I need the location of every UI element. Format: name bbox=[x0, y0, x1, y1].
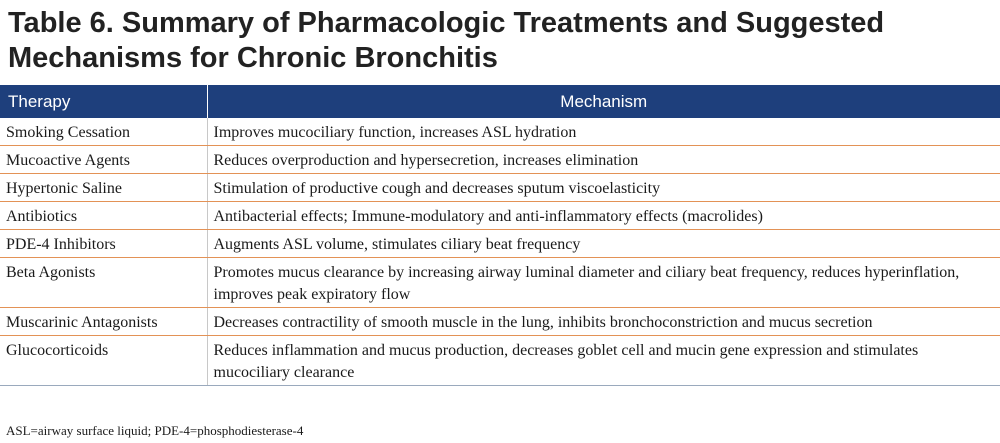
mechanism-cell: Augments ASL volume, stimulates ciliary beat frequency bbox=[207, 230, 1000, 258]
therapy-cell: Antibiotics bbox=[0, 202, 207, 230]
mechanism-cell: Improves mucociliary function, increases ASL hydration bbox=[207, 118, 1000, 146]
table-row bbox=[0, 230, 1000, 258]
table-row bbox=[0, 146, 1000, 174]
mechanism-cell: Promotes mucus clearance by increasing airway luminal diameter and ciliary beat frequency, reduces hyperinflation, improves peak expiratory flow bbox=[207, 258, 1000, 308]
table-row bbox=[0, 118, 1000, 146]
therapy-cell: Muscarinic Antagonists bbox=[0, 308, 207, 336]
table-row bbox=[0, 174, 1000, 202]
mechanism-cell: Decreases contractility of smooth muscle in the lung, inhibits bronchoconstriction and mucus secretion bbox=[207, 308, 1000, 336]
table-container bbox=[0, 85, 1000, 386]
mechanism-cell: Reduces inflammation and mucus production, decreases goblet cell and mucin gene expression and stimulates mucociliary clearance bbox=[207, 336, 1000, 386]
header-row bbox=[0, 85, 1000, 118]
table-title: Table 6. Summary of Pharmacologic Treatments and Suggested Mechanisms for Chronic Bronchitis bbox=[8, 7, 885, 74]
treatments-table bbox=[0, 85, 1000, 386]
header-mechanism: Mechanism bbox=[207, 85, 1000, 118]
header-therapy: Therapy bbox=[0, 85, 207, 118]
table-row bbox=[0, 336, 1000, 386]
table-footnote: ASL=airway surface liquid; PDE-4=phosphodiesterase-4 bbox=[6, 423, 304, 438]
mechanism-cell: Stimulation of productive cough and decreases sputum viscoelasticity bbox=[207, 174, 1000, 202]
table-row bbox=[0, 308, 1000, 336]
therapy-cell: Beta Agonists bbox=[0, 258, 207, 308]
table-row bbox=[0, 258, 1000, 308]
table-row bbox=[0, 202, 1000, 230]
therapy-cell: PDE-4 Inhibitors bbox=[0, 230, 207, 258]
therapy-cell: Mucoactive Agents bbox=[0, 146, 207, 174]
therapy-cell: Smoking Cessation bbox=[0, 118, 207, 146]
mechanism-cell: Reduces overproduction and hypersecretion, increases elimination bbox=[207, 146, 1000, 174]
mechanism-cell: Antibacterial effects; Immune-modulatory and anti-inflammatory effects (macrolides) bbox=[207, 202, 1000, 230]
therapy-cell: Glucocorticoids bbox=[0, 336, 207, 386]
therapy-cell: Hypertonic Saline bbox=[0, 174, 207, 202]
